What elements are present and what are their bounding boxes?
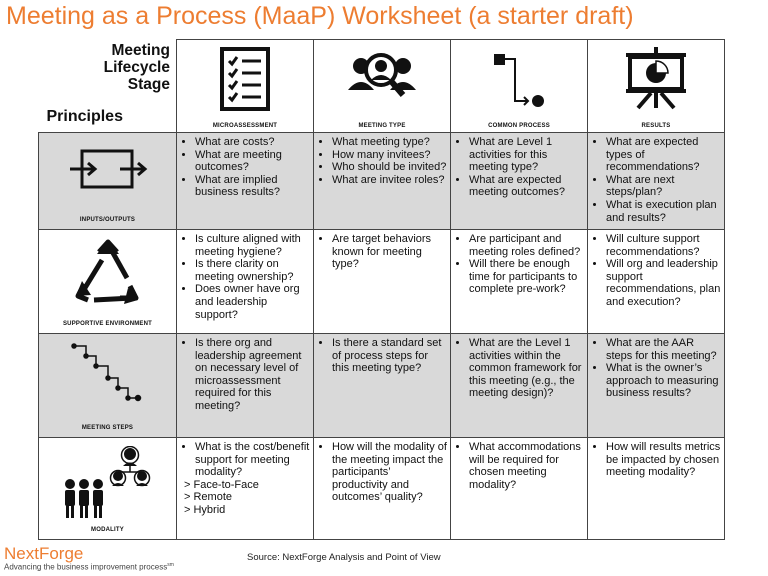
question-item: • What are the AAR steps for this meeting? <box>606 337 721 362</box>
question-item: • Is culture aligned with meeting hygiene? <box>195 233 310 258</box>
question-list <box>314 233 450 271</box>
question-item: • How will the modality of the meeting impact the participants’ productivity and outcomes’ quality? <box>332 441 447 504</box>
question-item: • Is there clarity on meeting ownership? <box>195 258 310 283</box>
question-list <box>451 337 587 400</box>
column-header-results <box>588 40 725 133</box>
service-mark: sm <box>167 562 174 568</box>
question-item: • Is there a standard set of process steps for this meeting type? <box>332 337 447 375</box>
cell-inputs-outputs-results <box>588 133 725 230</box>
question-item: • How will results metrics be impacted by chosen meeting modality? <box>606 441 721 479</box>
question-list <box>588 233 724 309</box>
question-item: • What are expected types of recommendations? <box>606 136 721 174</box>
question-list <box>314 441 450 504</box>
checklist-icon <box>177 46 313 114</box>
question-list <box>177 337 313 413</box>
question-item: • How many invitees? <box>332 149 447 162</box>
column-label: COMMON PROCESS <box>488 123 550 129</box>
stage-line-3: Stage <box>127 75 170 93</box>
row-label: MEETING STEPS <box>81 425 134 431</box>
lifecycle-stage-label <box>104 42 170 93</box>
principles-label: Principles <box>46 107 123 125</box>
question-item: • Will org and leadership support recommendations, plan and execution? <box>606 258 721 308</box>
question-item: • What are meeting outcomes? <box>195 149 310 174</box>
question-item: • What are implied business results? <box>195 174 310 199</box>
question-item: • Who should be invited? <box>332 161 447 174</box>
principle-row-modality <box>39 438 725 540</box>
cell-supportive-environment-microassessment <box>177 230 314 334</box>
question-item: • What is the owner’s approach to measuring business results? <box>606 362 721 400</box>
question-list <box>314 136 450 186</box>
column-label: MICROASSESSMENT <box>212 123 278 129</box>
cell-modality-microassessment <box>177 438 314 540</box>
question-list <box>588 136 724 224</box>
principle-row-meeting-steps <box>39 334 725 438</box>
question-item: • Does owner have org and leadership support? <box>195 283 310 321</box>
cell-modality-meeting-type <box>314 438 451 540</box>
tagline-text: Advancing the business improvement process <box>4 562 168 572</box>
row-header-supportive-environment <box>39 230 177 334</box>
stage-line-1: Meeting <box>111 41 170 59</box>
question-list <box>451 136 587 199</box>
team-network-icon <box>39 446 176 522</box>
row-header-meeting-steps <box>39 334 177 438</box>
question-item: • What is the cost/benefit support for meeting modality? <box>195 441 310 479</box>
question-list <box>451 441 587 491</box>
cell-supportive-environment-common-process <box>451 230 588 334</box>
row-label: SUPPORTIVE ENVIRONMENT <box>62 321 153 327</box>
cell-meeting-steps-results <box>588 334 725 438</box>
column-label: RESULTS <box>641 123 671 129</box>
question-item: • What are the Level 1 activities within the common framework for this meeting (e.g., the meeting design)? <box>469 337 584 400</box>
row-label: INPUTS/OUTPUTS <box>79 217 136 223</box>
question-list <box>588 337 724 400</box>
cell-inputs-outputs-meeting-type <box>314 133 451 230</box>
question-item: • What meeting type? <box>332 136 447 149</box>
question-list <box>177 441 313 517</box>
row-header-inputs-outputs <box>39 133 177 230</box>
row-header-modality <box>39 438 177 540</box>
column-label: MEETING TYPE <box>358 123 406 129</box>
cell-modality-common-process <box>451 438 588 540</box>
cell-supportive-environment-meeting-type <box>314 230 451 334</box>
question-item: • What are invitee roles? <box>332 174 447 187</box>
modality-option: > Face-to-Face <box>184 478 259 491</box>
question-item: • Are participant and meeting roles defined? <box>469 233 584 258</box>
question-item: • Are target behaviors known for meeting type? <box>332 233 447 271</box>
cell-inputs-outputs-common-process <box>451 133 588 230</box>
question-list <box>451 233 587 296</box>
question-list <box>177 233 313 321</box>
question-item: • What is execution plan and results? <box>606 199 721 224</box>
question-list <box>314 337 450 375</box>
cell-inputs-outputs-microassessment <box>177 133 314 230</box>
question-item: • What are next steps/plan? <box>606 174 721 199</box>
presentation-chart-icon <box>588 46 724 114</box>
modality-option: > Remote <box>184 491 232 504</box>
input-output-icon <box>39 141 176 197</box>
principle-row-supportive-environment <box>39 230 725 334</box>
header-row <box>39 40 725 133</box>
steps-icon <box>39 342 176 412</box>
question-item: • What are expected meeting outcomes? <box>469 174 584 199</box>
question-list <box>177 136 313 199</box>
question-item: • What accommodations will be required for chosen meeting modality? <box>469 441 584 491</box>
cell-meeting-steps-common-process <box>451 334 588 438</box>
worksheet-table <box>38 39 725 540</box>
question-item: • What are Level 1 activities for this meeting type? <box>469 136 584 174</box>
stage-line-2: Lifecycle <box>103 58 170 76</box>
question-item: • Is there org and leadership agreement on necessary level of microassessment required for this meeting? <box>195 337 310 413</box>
nextforge-logo: NextForge <box>4 544 84 563</box>
principle-row-inputs-outputs <box>39 133 725 230</box>
cell-meeting-steps-microassessment <box>177 334 314 438</box>
question-item: • Will culture support recommendations? <box>606 233 721 258</box>
process-flow-icon <box>451 46 587 114</box>
column-header-common-process <box>451 40 588 133</box>
column-header-microassessment <box>177 40 314 133</box>
row-label: MODALITY <box>91 527 124 533</box>
people-search-icon <box>314 46 450 114</box>
question-item: • What are costs? <box>195 136 310 149</box>
modality-option: > Hybrid <box>184 503 226 516</box>
logo-tagline <box>4 562 174 572</box>
corner-cell <box>39 40 177 133</box>
question-list <box>588 441 724 479</box>
source-note: Source: NextForge Analysis and Point of View <box>247 552 441 563</box>
column-header-meeting-type <box>314 40 451 133</box>
page-title: Meeting as a Process (MaaP) Worksheet (a starter draft) <box>6 2 634 30</box>
question-item: • Will there be enough time for participants to complete pre-work? <box>469 258 584 296</box>
cell-modality-results <box>588 438 725 540</box>
cell-supportive-environment-results <box>588 230 725 334</box>
cell-meeting-steps-meeting-type <box>314 334 451 438</box>
recycle-icon <box>39 238 176 308</box>
